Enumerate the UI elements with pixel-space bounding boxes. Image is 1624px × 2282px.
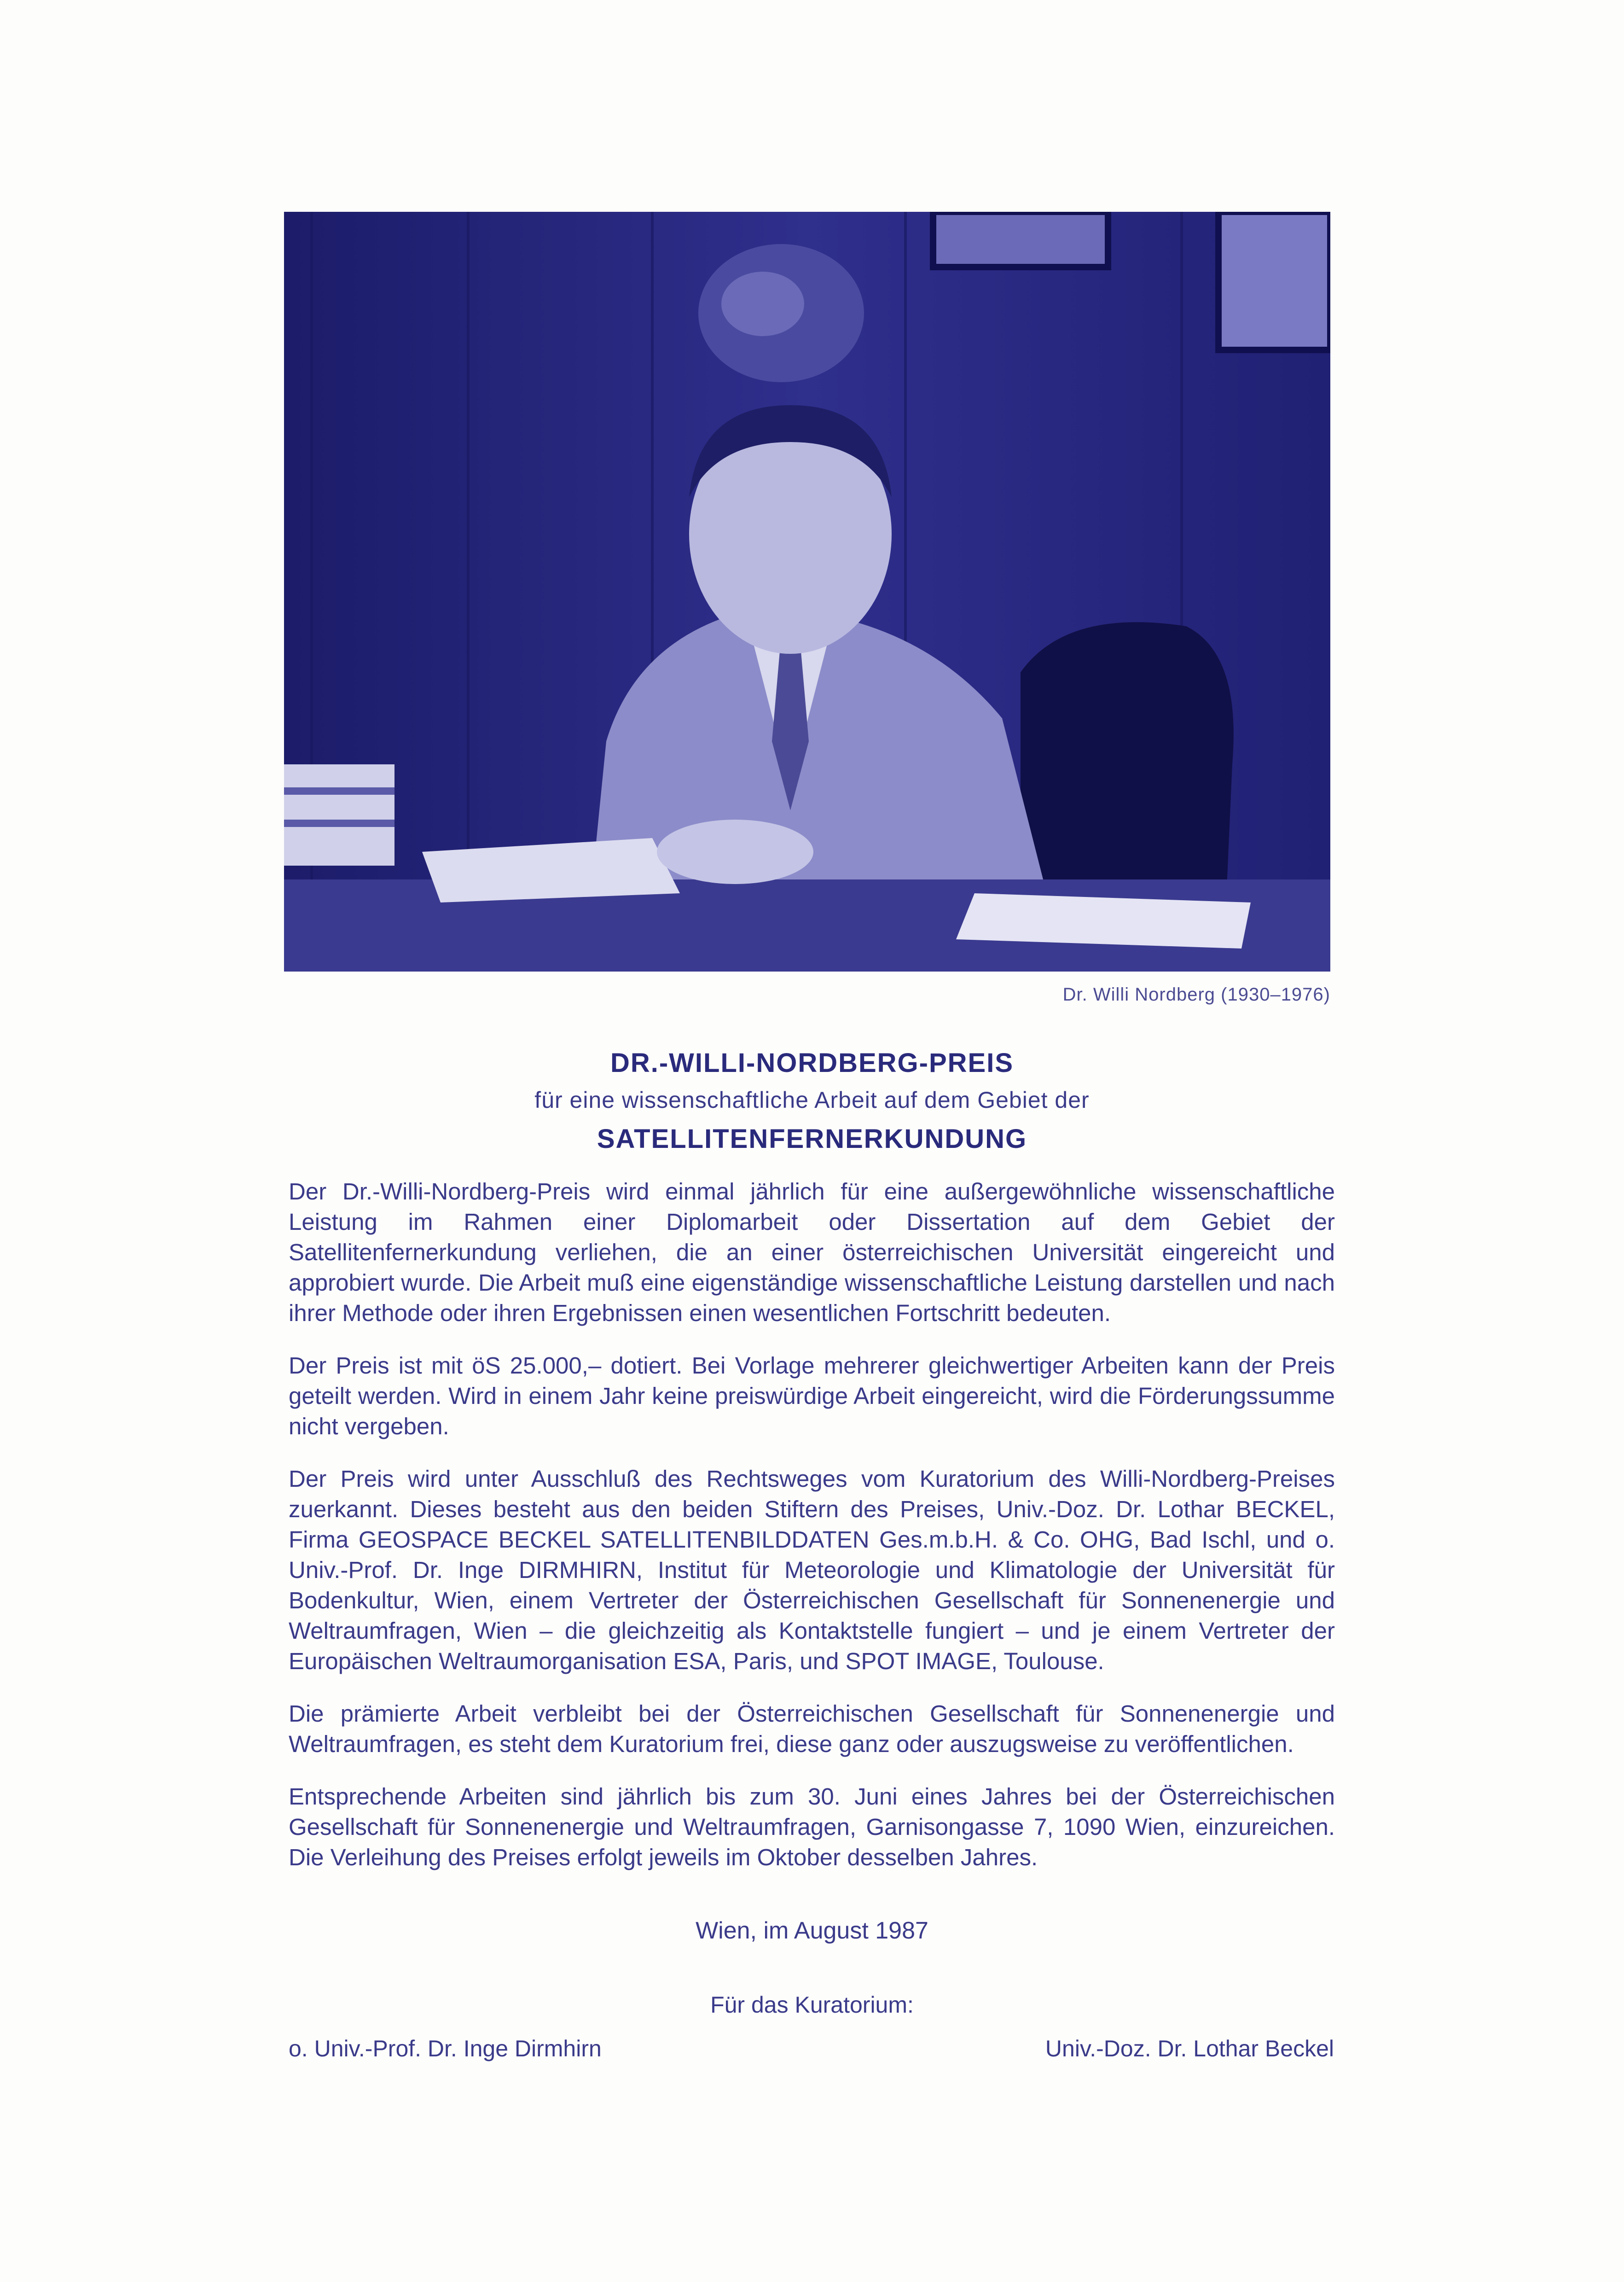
award-field: SATELLITENFERNERKUNDUNG (597, 1124, 1027, 1154)
paragraph: Die prämierte Arbeit verbleibt bei der Österreichischen Gesellschaft für Sonnenenergie und Weltraumfragen, es steht dem Kuratorium frei, diese ganz oder auszugsweise zu veröffentlichen. (289, 1700, 1335, 1757)
portrait-photo (284, 212, 1330, 972)
signatory-right: Univ.-Doz. Dr. Lothar Beckel (1045, 2036, 1334, 2061)
place-date: Wien, im August 1987 (696, 1917, 928, 1944)
photo-caption: Dr. Willi Nordberg (1930–1976) (1062, 984, 1330, 1005)
signatory-left: o. Univ.-Prof. Dr. Inge Dirmhirn (289, 2036, 602, 2061)
portrait-illustration (284, 212, 1330, 972)
paragraph: Der Preis ist mit öS 25.000,– dotiert. Bei Vorlage mehrerer gleichwertiger Arbeiten kann der Preis geteilt werden. Wird in einem Jahr keine preiswürdige Arbeit eingereicht, wird die Förderungssumme nicht vergeben. (289, 1352, 1335, 1439)
award-subtitle: für eine wissenschaftliche Arbeit auf dem Gebiet der (534, 1087, 1090, 1113)
body-text (289, 1176, 1335, 1895)
paragraph: Der Preis wird unter Ausschluß des Rechtsweges vom Kuratorium des Willi-Nordberg-Preises zuerkannt. Dieses besteht aus den beiden Stiftern des Preises, Univ.-Doz. Dr. Lothar BECKEL, Firma GEOSPACE BECKEL SATELLITENBILDDATEN Ges.m.b.H. & Co. OHG, Bad Ischl, und o. Univ.-Prof. Dr. Inge DIRMHIRN, Institut für Meteorologie und Klimatologie der Universität für Bodenkultur, Wien, einem Vertreter der Österreichischen Gesellschaft für Sonnenenergie und Weltraumfragen, Wien – die gleichzeitig als Kontaktstelle fungiert – und je einem Vertreter der Europäischen Weltraumorganisation ESA, Paris, und SPOT IMAGE, Toulouse. (289, 1466, 1335, 1674)
award-title: DR.-WILLI-NORDBERG-PREIS (610, 1048, 1014, 1078)
for-committee: Für das Kuratorium: (710, 1992, 914, 2018)
paragraph: Der Dr.-Willi-Nordberg-Preis wird einmal jährlich für eine außergewöhnliche wissenschaftliche Leistung im Rahmen einer Diplomarbeit oder Dissertation auf dem Gebiet der Satellitenfernerkundung verliehen, die an einer österreichischen Universität eingereicht und approbiert wurde. Die Arbeit muß eine eigenständige wissenschaftliche Leistung darstellen und nach ihrer Methode oder ihren Ergebnissen einen wesentlichen Fortschritt bedeuten. (289, 1178, 1335, 1326)
paragraph: Entsprechende Arbeiten sind jährlich bis zum 30. Juni eines Jahres bei der Österreichischen Gesellschaft für Sonnenenergie und Weltraumfragen, Garnisongasse 7, 1090 Wien, einzureichen. Die Verleihung des Preises erfolgt jeweils im Oktober desselben Jahres. (289, 1783, 1335, 1870)
